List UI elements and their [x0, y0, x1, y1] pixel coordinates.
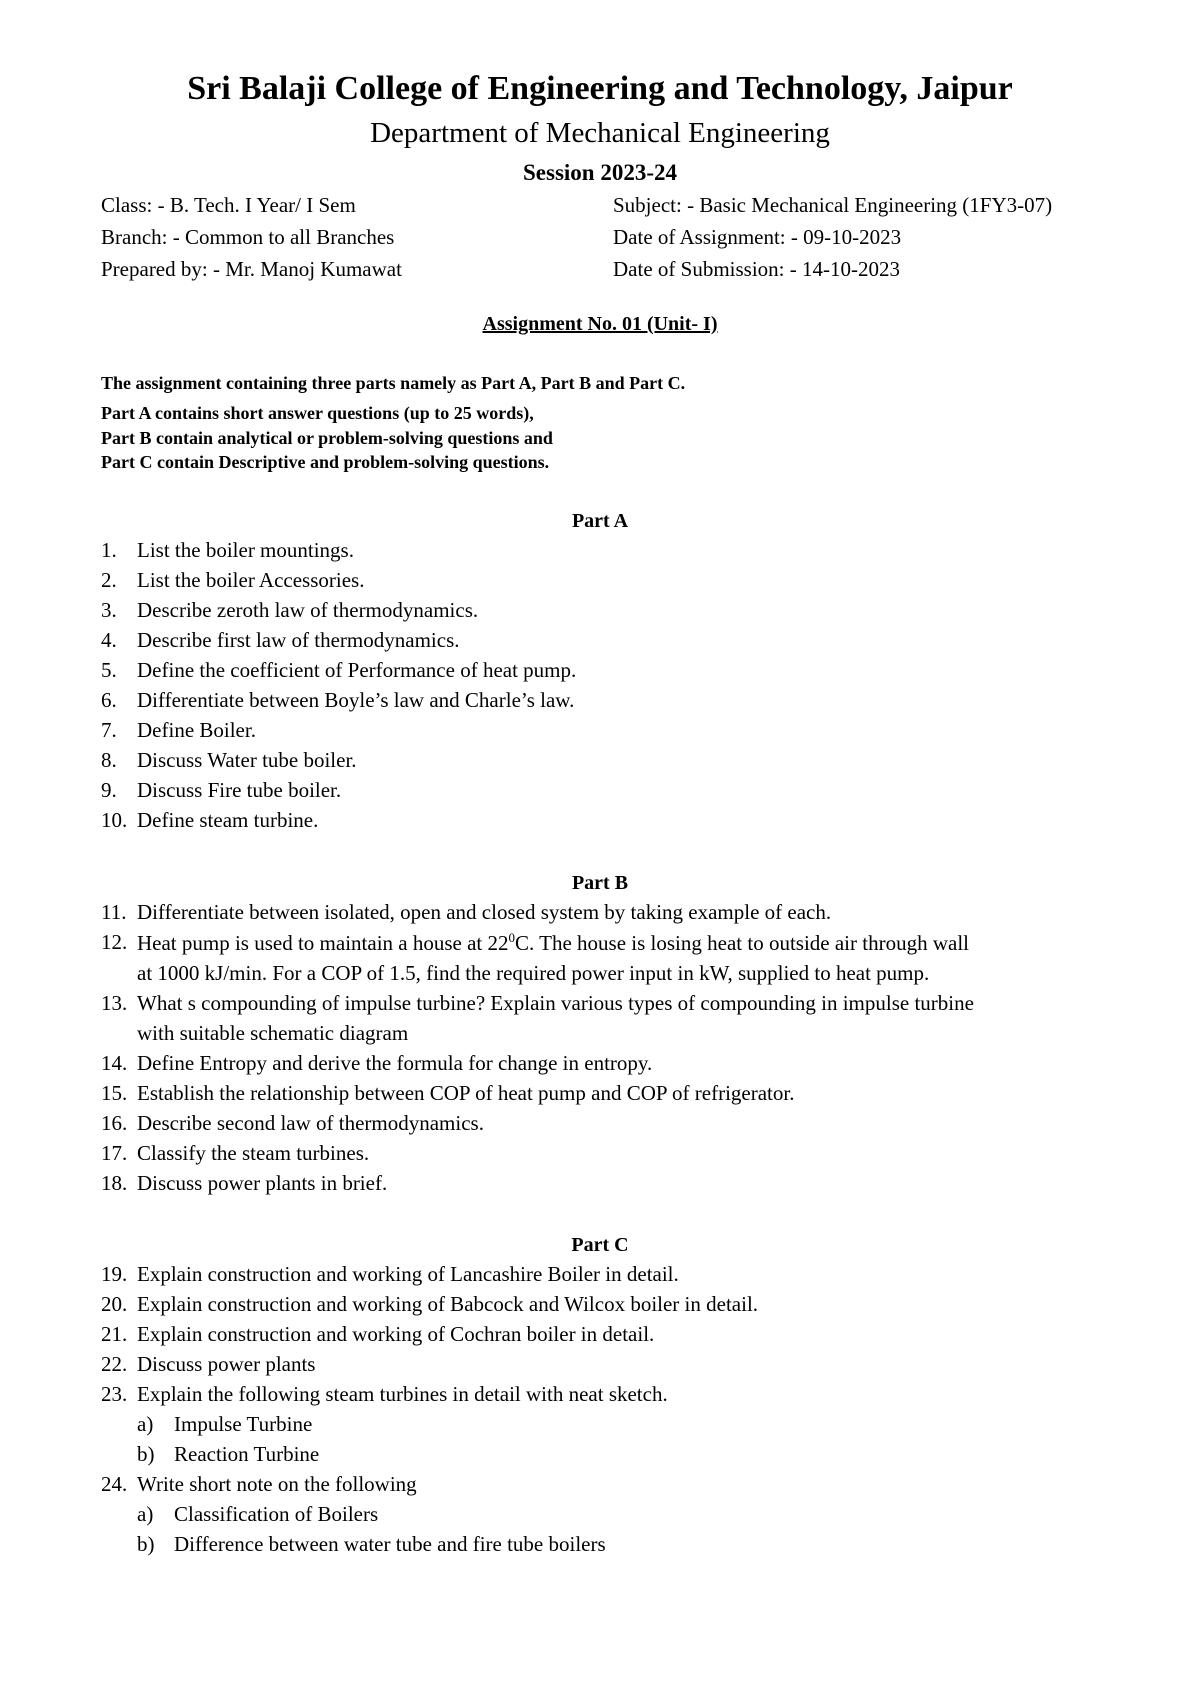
question-text-continued: at 1000 kJ/min. For a COP of 1.5, find the required power input in kW, supplied to heat pump.	[137, 961, 930, 985]
question-number: 19.	[101, 1262, 128, 1286]
sub-question-label: b)	[137, 1532, 155, 1556]
question-number: 9.	[101, 778, 117, 802]
question-number: 4.	[101, 628, 117, 652]
class-info: Class: - B. Tech. I Year/ I Sem	[101, 193, 356, 217]
sub-question-label: a)	[137, 1412, 154, 1436]
question-number: 24.	[101, 1472, 128, 1496]
department-name: Department of Mechanical Engineering	[370, 117, 830, 149]
sub-question-label: a)	[137, 1502, 154, 1526]
question-number: 3.	[101, 598, 117, 622]
question-text: Heat pump is used to maintain a house at $22^0C$. The house is losing heat to outside air through wall	[137, 930, 969, 955]
question-number: 12.	[101, 930, 128, 954]
sub-question-label: b)	[137, 1442, 155, 1466]
assignment-title: Assignment No. 01 (Unit- I)	[482, 313, 718, 335]
question-text: Write short note on the following	[137, 1472, 417, 1496]
college-name: Sri Balaji College of Engineering and Technology, Jaipur	[187, 70, 1013, 107]
prepared-by-info: Prepared by: - Mr. Manoj Kumawat	[101, 257, 402, 281]
part-b-heading: Part B	[571, 872, 629, 894]
question-text: Differentiate between Boyle’s law and Charle’s law.	[137, 688, 575, 712]
question-text: Differentiate between isolated, open and closed system by taking example of each.	[137, 900, 832, 924]
question-text: Define steam turbine.	[137, 808, 319, 832]
question-number: 5.	[101, 658, 117, 682]
question-number: 10.	[101, 808, 128, 832]
question-number: 20.	[101, 1292, 128, 1316]
part-a-heading: Part A	[571, 510, 629, 532]
question-number: 8.	[101, 748, 117, 772]
question-text: Describe second law of thermodynamics.	[137, 1111, 484, 1135]
subject-info: Subject: - Basic Mechanical Engineering (1FY3-07)	[613, 193, 1053, 217]
submission-date: Date of Submission: - 14-10-2023	[613, 257, 900, 281]
question-text: Establish the relationship between COP of heat pump and COP of refrigerator.	[137, 1081, 795, 1105]
question-text: Explain the following steam turbines in detail with neat sketch.	[137, 1382, 668, 1406]
branch-info: Branch: - Common to all Branches	[101, 225, 395, 249]
question-number: 22.	[101, 1352, 128, 1376]
question-number: 18.	[101, 1171, 128, 1195]
question-number: 23.	[101, 1382, 128, 1406]
question-number: 7.	[101, 718, 117, 742]
question-text: Discuss Fire tube boiler.	[137, 778, 342, 802]
question-text: Define Entropy and derive the formula for change in entropy.	[137, 1051, 653, 1075]
intro-line: Part B contain analytical or problem-solving questions and	[101, 428, 553, 448]
sub-question-text: Impulse Turbine	[174, 1412, 313, 1436]
intro-line: The assignment containing three parts namely as Part A, Part B and Part C.	[101, 373, 686, 393]
question-text: List the boiler mountings.	[137, 538, 354, 562]
sub-question-text: Classification of Boilers	[174, 1502, 379, 1526]
intro-line: Part A contains short answer questions (up to 25 words),	[101, 403, 534, 423]
question-number: 21.	[101, 1322, 128, 1346]
sub-question-text: Difference between water tube and fire tube boilers	[174, 1532, 606, 1556]
question-text: Define the coefficient of Performance of heat pump.	[137, 658, 577, 682]
question-number: 1.	[101, 538, 117, 562]
question-text: List the boiler Accessories.	[137, 568, 365, 592]
question-number: 15.	[101, 1081, 128, 1105]
question-number: 16.	[101, 1111, 128, 1135]
question-number: 2.	[101, 568, 117, 592]
question-text: Explain construction and working of Babcock and Wilcox boiler in detail.	[137, 1292, 759, 1316]
sub-question-text: Reaction Turbine	[174, 1442, 320, 1466]
intro-line: Part C contain Descriptive and problem-solving questions.	[101, 452, 550, 472]
question-text: What s compounding of impulse turbine? Explain various types of compounding in impulse turbine	[137, 991, 974, 1015]
part-c-heading: Part C	[571, 1234, 629, 1256]
question-text: Explain construction and working of Cochran boiler in detail.	[137, 1322, 655, 1346]
question-text: Discuss power plants	[137, 1352, 316, 1376]
question-text-continued: with suitable schematic diagram	[137, 1021, 409, 1045]
question-text: Discuss power plants in brief.	[137, 1171, 388, 1195]
assignment-date: Date of Assignment: - 09-10-2023	[613, 225, 902, 249]
question-text: Explain construction and working of Lancashire Boiler in detail.	[137, 1262, 679, 1286]
question-text: Describe first law of thermodynamics.	[137, 628, 460, 652]
question-number: 17.	[101, 1141, 128, 1165]
session-label: Session 2023-24	[523, 160, 677, 185]
question-text: Discuss Water tube boiler.	[137, 748, 357, 772]
question-number: 14.	[101, 1051, 128, 1075]
question-text: Describe zeroth law of thermodynamics.	[137, 598, 479, 622]
question-number: 11.	[101, 900, 127, 924]
question-number: 6.	[101, 688, 117, 712]
question-text: Classify the steam turbines.	[137, 1141, 370, 1165]
question-text: Define Boiler.	[137, 718, 256, 742]
question-number: 13.	[101, 991, 128, 1015]
